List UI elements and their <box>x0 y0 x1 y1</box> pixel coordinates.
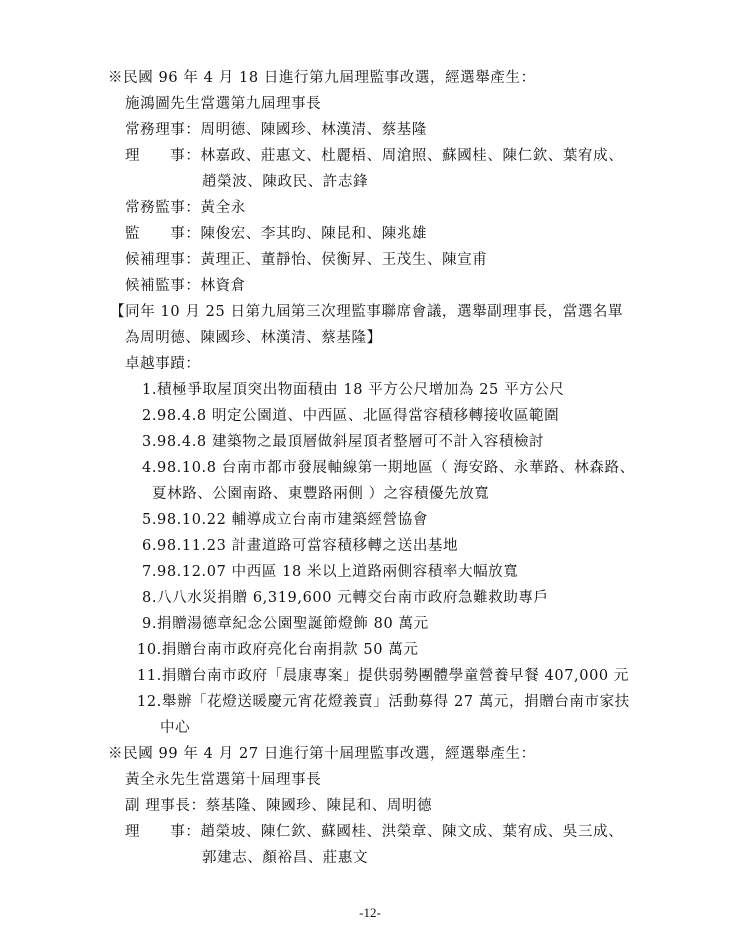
achievement-item: 11.捐贈台南市政府「晨康專案」提供弱勢團體學童營養早餐 407,000 元 <box>137 668 630 684</box>
section1-vice-note-line2: 為周明德、陳國珍、林漢清、蔡基隆】 <box>125 330 382 346</box>
section2-directors-line2: 郭建志、顏裕昌、莊惠文 <box>202 850 369 866</box>
achievement-item: 5.98.10.22 輔導成立台南市建築經營協會 <box>142 512 428 528</box>
achievement-item: 3.98.4.8 建築物之最頂層做斜屋頂者整層可不計入容積檢討 <box>142 434 545 450</box>
achievement-item: 10.捐贈台南市政府亮化台南捐款 50 萬元 <box>137 642 419 658</box>
achievement-item: 8.八八水災捐贈 6,319,600 元轉交台南市政府急難救助專戶 <box>142 590 549 606</box>
page-number: -12- <box>359 905 381 920</box>
section1-chairman: 施鴻圖先生當選第九屆理事長 <box>125 96 322 112</box>
section2-heading: ※民國 99 年 4 月 27 日進行第十屆理監事改選，經選舉產生： <box>108 746 536 762</box>
section1-vice-note-line1: 【同年 10 月 25 日第九屆第三次理監事聯席會議，選舉副理事長，當選名單 <box>110 304 624 320</box>
achievement-item: 4.98.10.8 台南市都市發展軸線第一期地區（ 海安路、永華路、林森路、 <box>142 460 635 476</box>
achievement-item-continued: 夏林路、公園南路、東豐路兩側 ）之容積優先放寬 <box>152 486 490 502</box>
section1-alt-supervisor: 候補監事：林資倉 <box>125 278 246 294</box>
section2-vice-chairmen: 副 理事長：蔡基隆、陳國珍、陳昆和、周明德 <box>125 798 433 814</box>
achievement-item: 12.舉辦「花燈送暖慶元宵花燈義賣」活動募得 27 萬元，捐贈台南市家扶 <box>137 694 630 710</box>
achievement-item-continued: 中心 <box>160 720 191 736</box>
section1-supervisors: 監 事：陳俊宏、李其昀、陳昆和、陳兆雄 <box>125 226 427 242</box>
section2-chairman: 黃全永先生當選第十屆理事長 <box>125 772 322 788</box>
achievement-item: 2.98.4.8 明定公園道、中西區、北區得當容積移轉接收區範圍 <box>142 408 560 424</box>
section1-standing-directors: 常務理事：周明德、陳國珍、林漢清、蔡基隆 <box>125 122 427 138</box>
achievement-item: 9.捐贈湯德章紀念公園聖誕節燈飾 80 萬元 <box>142 616 429 632</box>
section1-alt-directors: 候補理事：黃理正、董靜怡、侯衡昇、王茂生、陳宣甫 <box>125 252 488 268</box>
section1-heading: ※民國 96 年 4 月 18 日進行第九屆理監事改選，經選舉產生： <box>108 70 536 86</box>
achievement-item: 1.積極爭取屋頂突出物面積由 18 平方公尺增加為 25 平方公尺 <box>142 382 565 398</box>
section1-directors-line1: 理 事：林嘉政、莊惠文、杜麗梧、周滄照、蘇國桂、陳仁欽、葉宥成、 <box>125 148 624 164</box>
achievement-item: 7.98.12.07 中西區 18 米以上道路兩側容積率大幅放寬 <box>142 564 519 580</box>
achievements-title: 卓越事蹟： <box>125 356 201 372</box>
section1-directors-line2: 趙榮波、陳政民、許志鋒 <box>202 174 369 190</box>
achievement-item: 6.98.11.23 計畫道路可當容積移轉之送出基地 <box>142 538 459 554</box>
section2-directors-line1: 理 事：趙榮坡、陳仁欽、蘇國桂、洪榮章、陳文成、葉宥成、吳三成、 <box>125 824 624 840</box>
section1-standing-supervisor: 常務監事：黃全永 <box>125 200 246 216</box>
